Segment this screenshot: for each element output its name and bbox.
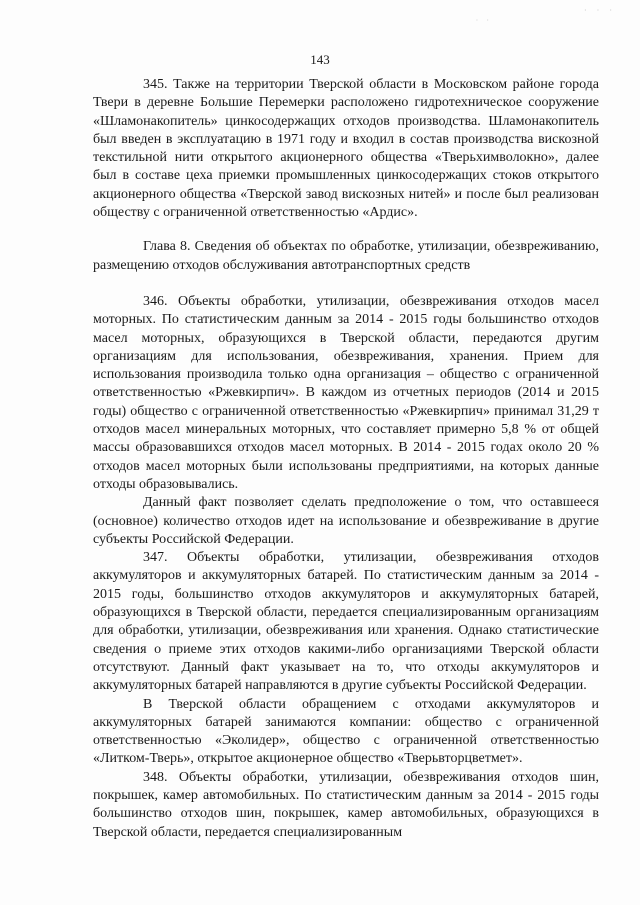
paragraph-347-continued: В Тверской области обращением с отходами аккумуляторов и аккумуляторных батарей занимаются компании: общество с ограниченной ответственностью «Эколидер», общество с ограниченной ответственностью «Литком-Тверь», открытое акционерное общество «Тверьвторцветмет». (93, 696, 599, 767)
scan-artifact: · · (475, 16, 492, 25)
paragraph-346-continued: Данный факт позволяет сделать предположение о том, что оставшееся (основное) количество отходов идет на использование и обезвреживание в другие субъекты Российской Федерации. (93, 495, 599, 547)
paragraph-345: 345. Также на территории Тверской области в Московском районе города Твери в деревне Большие Перемерки расположено гидротехническое сооружение «Шламонакопитель» цинкосодержащих отходов производства. Шламонакопитель был введен в эксплуатацию в 1971 году и входил в состав производства вискозной текстильной нити открытого акционерного общества «Тверьхимволокно», далее был в составе цеха приемки промышленных цинкосодержащих стоков открытого акционерного общества «Тверской завод вискозных нитей» и после был реализован обществу с ограниченной ответственностью «Ардис». (93, 77, 599, 221)
chapter-heading: Глава 8. Сведения об объектах по обработке, утилизации, обезвреживанию, размещению отходов обслуживания автотранспортных средств (93, 239, 599, 273)
document-body (93, 76, 599, 842)
paragraph-347: 347. Объекты обработки, утилизации, обезвреживания отходов аккумуляторов и аккумуляторных батарей. По статистическим данным за 2014 - 2015 годы, большинство отходов аккумуляторов и аккумуляторных батарей, образующихся в Тверской области, передается специализированным организациям для обработки, утилизации, обезвреживания или хранения. Однако статистические сведения о приеме этих отходов какими-либо организациями Тверской области отсутствуют. Данный факт указывает на то, что отходы аккумуляторов и аккумуляторных батарей направляются в другие субъекты Российской Федерации. (93, 550, 599, 694)
scan-artifact: · · · (584, 6, 616, 15)
page-number: 143 (310, 52, 330, 67)
paragraph-346: 346. Объекты обработки, утилизации, обезвреживания отходов масел моторных. По статистическим данным за 2014 - 2015 годы большинство отходов масел моторных, образующихся в Тверской области, передаются другим организациям для использования, обезвреживания, хранения. Прием для использования производила только одна организация – общество с ограниченной ответственностью «Ржевкирпич». В каждом из отчетных периодов (2014 и 2015 годы) общество с ограниченной ответственностью «Ржевкирпич» принимал 31,29 т отходов масел минеральных моторных, что составляет примерно 5,8 % от общей массы образовавшихся отходов масел моторных. В 2014 - 2015 годах около 20 % отходов масел моторных были использованы предприятиями, на которых данные отходы образовывались. (93, 293, 599, 492)
paragraph-348: 348. Объекты обработки, утилизации, обезвреживания отходов шин, покрышек, камер автомобильных. По статистическим данным за 2014 - 2015 годы большинство отходов шин, покрышек, камер автомобильных, образующихся в Тверской области, передается специализированным (93, 769, 599, 840)
